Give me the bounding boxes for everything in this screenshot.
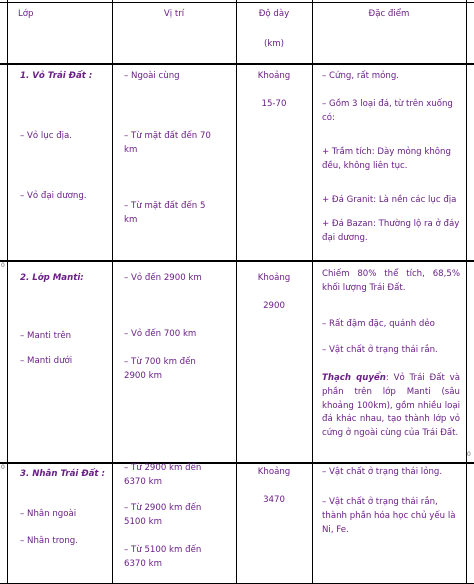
row2-f4 [318,372,464,441]
row2-pos3: – Từ 700 km đến 2900 km [124,357,196,381]
margin-number: 0 [1,262,5,269]
row2-f4-label: Thạch quyển [322,373,386,383]
row1-pos3: – Từ mặt đất đến 5 km [124,201,206,225]
row1-f1: – Cứng, rất mỏng. [322,71,400,81]
column-border [112,0,113,584]
row-border [0,260,474,262]
header-features: Đặc điểm [368,9,410,19]
row1-layer-title: 1. Vỏ Trái Đất : [20,71,93,81]
row2-f2: – Rất đậm đặc, quánh dẻo [322,319,435,329]
row3-layer-title: 3. Nhân Trái Đất : [20,469,105,479]
row-border [0,2,474,3]
row2-pos2: – Vỏ đến 700 km [124,329,197,339]
row1-f3: + Trầm tích: Dày mỏng không đều, không liên tục. [322,147,451,171]
row3-sub2: – Nhân trong. [20,536,78,546]
row3-thick2: 3470 [263,495,285,505]
row2-sub2: – Manti dưới [20,356,73,366]
row3-f2: – Vật chất ở trạng thái rắn, thành phần hóa học chủ yếu là Ni, Fe. [322,497,456,535]
row3-pos2: – Từ 2900 km đến 5100 km [124,503,202,527]
row1-pos2: – Từ mặt đất đến 70 km [124,131,211,155]
row2-thick1: Khoảng [257,273,291,283]
row2-f4-rest: : Vỏ Trái Đất và phần trên lớp Manti (sâu khoảng 100km), gồm nhiều loại đá khác nhau, tạo thành lớp vỏ cứng ở ngoài cùng của Trái Đất. [322,373,460,438]
row2-sub1: – Manti trên [20,331,72,341]
header-layer: Lớp [18,9,34,19]
row2-pos1: – Vỏ đến 2900 km [124,273,202,283]
row1-f4: + Đá Granit: Là nền các lục địa [322,195,457,205]
margin-number: 0 [1,464,5,471]
row3-pos3: – Từ 5100 km đến 6370 km [124,545,202,569]
row3-sub1: – Nhân ngoài [20,509,77,519]
row2-f3: – Vật chất ở trạng thái rắn. [322,345,438,355]
row1-sub2: – Vỏ đại dương. [20,191,87,201]
column-border [312,0,313,584]
row1-pos1: – Ngoài cùng [124,71,180,81]
column-border [466,0,467,584]
row1-thick1: Khoảng [257,71,291,81]
row-border [0,462,474,464]
header-thickness-unit: (km) [263,39,285,49]
row3-thick1: Khoảng [257,467,291,477]
header-position: Vị trí [163,9,185,19]
row1-thick2: 15-70 [261,99,287,109]
row2-layer-title: 2. Lớp Manti: [20,273,84,283]
row3-f1: – Vật chất ở trạng thái lỏng. [322,467,443,477]
row1-sub1: – Vỏ lục địa. [20,131,73,141]
margin-number: 0 [467,451,471,458]
column-border [7,0,8,584]
row1-f2: – Gồm 3 loại đá, từ trên xuống có: [322,99,453,123]
header-thickness: Độ dày [258,9,290,19]
row3-pos1: – Từ 2900 km đến 6370 km [124,463,202,487]
row1-f5: + Đá Bazan: Thường lộ ra ở đáy đại dương. [322,219,460,243]
row2-f1: Chiếm 80% thể tích, 68,5% khối lượng Trái Đất. [322,269,460,293]
row2-thick2: 2900 [263,301,285,311]
row-border [0,63,474,65]
